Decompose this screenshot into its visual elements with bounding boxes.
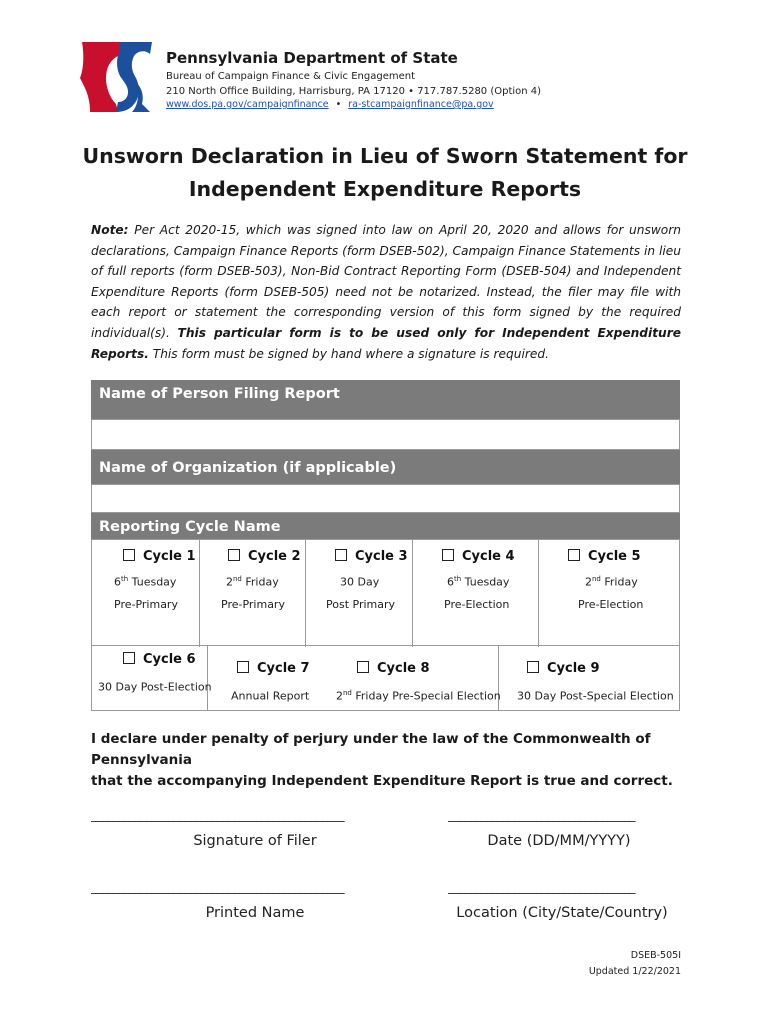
cycle-3-cell[interactable] (306, 540, 413, 647)
cycle-1-checkbox[interactable] (123, 549, 135, 561)
cycle-1-cell[interactable] (92, 540, 200, 647)
cycle-3-type: Post Primary (326, 598, 396, 611)
cycle-1-label: Cycle 1 (143, 549, 196, 564)
bureau-name: Bureau of Campaign Finance & Civic Engagement (166, 71, 416, 82)
cycle-4-day: 6th Tuesday (447, 575, 510, 589)
printed-name-label: Printed Name (205, 905, 305, 921)
cycle-5-day: 2nd Friday (585, 575, 638, 589)
cycle-8-checkbox[interactable] (357, 661, 369, 673)
cycle-7-day: Annual Report (231, 689, 310, 703)
cycle-3-day: 30 Day (340, 575, 380, 589)
cycle-5-label: Cycle 5 (588, 549, 641, 564)
form-title-line-1: Unsworn Declaration in Lieu of Sworn Statement for (82, 144, 688, 168)
pa-keystone-logo-icon (80, 42, 154, 112)
declaration-line-1: I declare under penalty of perjury under the law of the Commonwealth of Pennsylvania (91, 731, 651, 768)
cycle-9-label: Cycle 9 (547, 661, 600, 676)
form-id: DSEB-505I (630, 950, 681, 961)
date-line[interactable]: __________________________________ (448, 808, 635, 822)
cycle-2-cell[interactable] (200, 540, 306, 647)
note-tail: This form must be signed by hand where a signature is required. (148, 346, 549, 361)
cycle-1-day: 6th Tuesday (114, 575, 177, 589)
form-title-line-2: Independent Expenditure Reports (188, 177, 582, 201)
cycle-6-label: Cycle 6 (143, 652, 196, 667)
cycle-2-type: Pre-Primary (221, 598, 285, 611)
organization-header: Name of Organization (if applicable) (91, 450, 680, 484)
printed-name-line[interactable]: ______________________________________________ (91, 880, 344, 894)
cycle-8-day: 2nd Friday Pre-Special Election (336, 689, 501, 703)
cycle-2-day: 2nd Friday (226, 575, 279, 589)
cycle-3-label: Cycle 3 (355, 549, 408, 564)
organization-field[interactable] (91, 484, 680, 513)
website-link[interactable]: www.dos.pa.gov/campaignfinance (166, 99, 329, 110)
contact-links (166, 99, 494, 110)
cycle-9-cell[interactable] (498, 646, 680, 711)
name-of-person-header: Name of Person Filing Report (91, 380, 680, 419)
cycle-3-checkbox[interactable] (335, 549, 347, 561)
declaration-line-2: that the accompanying Independent Expenditure Report is true and correct. (91, 773, 673, 789)
cycle-2-checkbox[interactable] (228, 549, 240, 561)
cycle-4-label: Cycle 4 (462, 549, 515, 564)
cycle-9-checkbox[interactable] (527, 661, 539, 673)
cycle-6-checkbox[interactable] (123, 652, 135, 664)
cycle-4-checkbox[interactable] (442, 549, 454, 561)
signature-label: Signature of Filer (193, 833, 317, 849)
cycle-5-cell[interactable] (539, 540, 679, 647)
cycle-5-checkbox[interactable] (568, 549, 580, 561)
cycle-6-day: 30 Day Post-Election (98, 680, 212, 694)
cycle-7-8-cell (207, 646, 499, 711)
location-line[interactable]: __________________________________ (448, 880, 635, 894)
office-address: 210 North Office Building, Harrisburg, PA 17120 • 717.787.5280 (Option 4) (166, 86, 542, 97)
cycle-8-label: Cycle 8 (377, 661, 430, 676)
signature-line[interactable]: ______________________________________________ (91, 808, 344, 822)
cycle-4-type: Pre-Election (444, 598, 510, 611)
note-paragraph (91, 220, 681, 364)
cycle-7-cell[interactable] (207, 646, 339, 710)
cycle-grid-row-1 (91, 539, 680, 646)
reporting-cycle-header: Reporting Cycle Name (91, 513, 680, 539)
location-label: Location (City/State/Country) (456, 905, 668, 921)
date-label: Date (DD/MM/YYYY) (487, 833, 631, 849)
cycle-2-label: Cycle 2 (248, 549, 301, 564)
cycle-9-day: 30 Day Post-Special Election (517, 689, 674, 703)
cycle-8-cell[interactable] (325, 646, 501, 710)
link-separator: • (335, 99, 342, 110)
cycle-7-checkbox[interactable] (237, 661, 249, 673)
name-of-person-field[interactable] (91, 419, 680, 450)
cycle-6-cell[interactable] (91, 646, 212, 711)
cycle-4-cell[interactable] (413, 540, 539, 647)
note-emphasis: This particular form is to be used only for Independent Expenditure Reports. (91, 325, 681, 361)
department-name: Pennsylvania Department of State (166, 49, 458, 67)
declaration-statement (91, 729, 691, 792)
cycle-5-type: Pre-Election (578, 598, 644, 611)
cycle-1-type: Pre-Primary (114, 598, 178, 611)
email-link[interactable]: ra-stcampaignfinance@pa.gov (348, 99, 494, 110)
note-label: Note: (91, 223, 129, 237)
note-body: Per Act 2020-15, which was signed into law on April 20, 2020 and allows for unsworn declarations, Campaign Finance Reports (form DSEB-502), Campaign Finance Statements in lieu of full reports (form DSEB-503), Non-Bid Contract Reporting Form (DSEB-504) and Independent Expenditure Reports (form DSEB-505) need not be notarized. Instead, the filer may file with each report or statement the corresponding version of this form signed by the required individual(s). (91, 223, 681, 340)
updated-date: Updated 1/22/2021 (588, 966, 681, 977)
cycle-7-label: Cycle 7 (257, 661, 310, 676)
